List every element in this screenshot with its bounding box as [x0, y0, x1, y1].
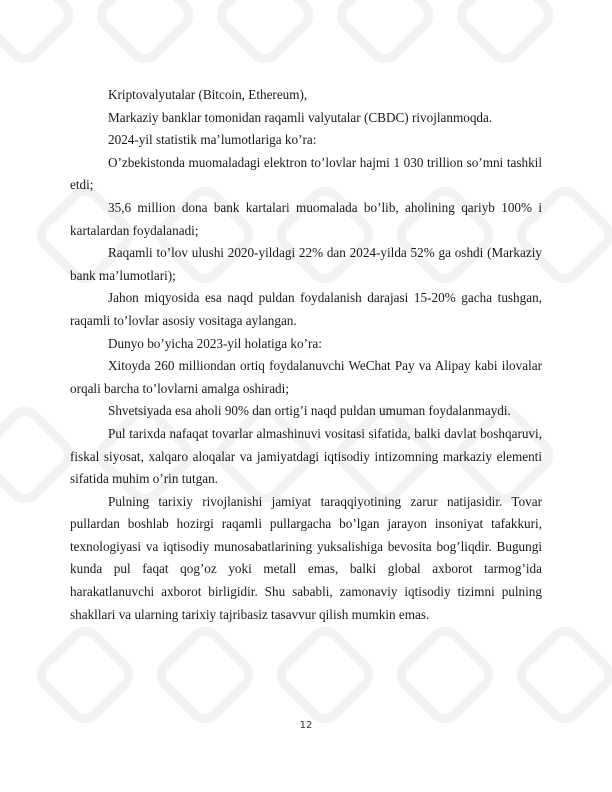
- document-body: [70, 84, 542, 626]
- paragraph-global-cash-usage: Jahon miqyosida esa naqd puldan foydalanish darajasi 15-20% gacha tushgan, raqamli to’lovlar asosiy vositaga aylangan.: [70, 290, 542, 328]
- paragraph-crypto: Kriptovalyutalar (Bitcoin, Ethereum),: [108, 87, 308, 102]
- paragraph-statistics-2024-intro: 2024-yil statistik ma’lumotlariga ko’ra:: [108, 132, 317, 148]
- paragraph-cbdc: Markaziy banklar tomonidan raqamli valyutalar (CBDC) rivojlanmoqda.: [108, 109, 493, 125]
- paragraph-china-wechat-alipay: Xitoyda 260 milliondan ortiq foydalanuvchi WeChat Pay va Alipay kabi ilovalar orqali barcha to’lovlarni amalga oshiradi;: [70, 358, 542, 396]
- paragraph-sweden-cash: Shvetsiyada esa aholi 90% dan ortig’i naqd puldan umuman foydalanmaydi.: [108, 403, 511, 419]
- paragraph-digital-payment-share: Raqamli to’lov ulushi 2020-yildagi 22% dan 2024-yilda 52% ga oshdi (Markaziy bank ma’lumotlari);: [70, 245, 542, 283]
- page-number: 12: [299, 720, 313, 731]
- paragraph-bank-cards: 35,6 million dona bank kartalari muomalada bo’lib, aholining qariyb 100% i kartalardan foydalanadi;: [70, 199, 542, 238]
- paragraph-money-development-conclusion: Pulning tarixiy rivojlanishi jamiyat taraqqiyotining zarur natijasidir. Tovar pullardan boshlab hozirgi raqamli pullargacha bo’lgan jarayon insoniyat tafakkuri, texnologiyasi va iqtisodiy munosabatlarining yuksalishiga bevosita bog’liqdir. Bugungi kunda pul faqat qog’oz yoki metall emas, balki global axborot tarmog’ida harakatlanuvchi axborot birligidir. Shu sababli, zamonaviy iqtisodiy tizimni pulning shakllari va ularning tarixiy tajribasiz tasavvur qilish mumkin emas.: [70, 493, 542, 622]
- paragraph-money-role-history: Pul tarixda nafaqat tovarlar almashinuvi vositasi sifatida, balki davlat boshqaruvi, fiskal siyosat, xalqaro aloqalar va jamiyatdagi iqtisodiy intizomning markaziy elementi sifatida muhim o’rin tutgan.: [70, 425, 542, 487]
- paragraph-electronic-payments-volume: O’zbekistonda muomaladagi elektron to’lovlar hajmi 1 030 trillion so’mni tashkil etdi;: [70, 154, 542, 193]
- paragraph-world-2023-intro: Dunyo bo’yicha 2023-yil holatiga ko’ra:: [108, 335, 322, 351]
